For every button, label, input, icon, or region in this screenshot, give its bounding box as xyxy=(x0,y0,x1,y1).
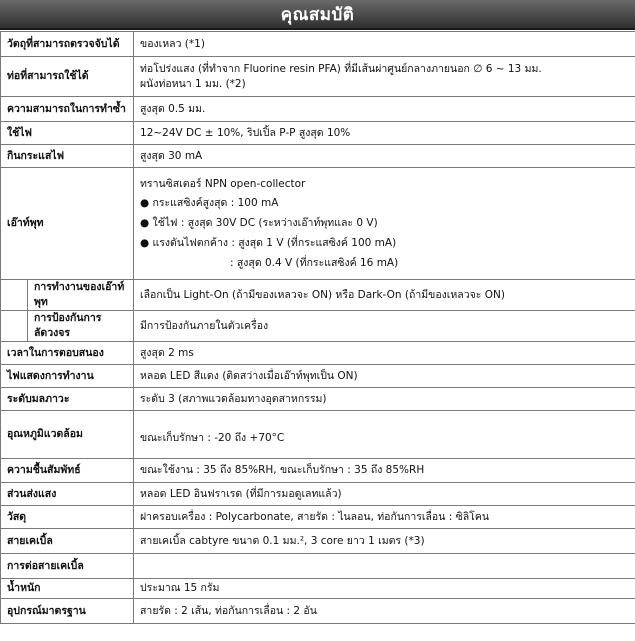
title-bar xyxy=(0,0,635,30)
row-value: หลอด LED อินฟราเรด (ที่มีการมอดูเลทแล้ว) xyxy=(134,483,635,506)
row-value: มีการป้องกันภายในตัวเครื่อง xyxy=(134,311,635,342)
spec-table xyxy=(0,31,635,624)
table-row xyxy=(1,599,635,624)
indent-cell xyxy=(1,280,28,311)
row-label: ไฟแสดงการทำงาน xyxy=(1,365,134,388)
page-title: คุณสมบัติ xyxy=(280,4,355,25)
row-label: ความสามารถในการทำซ้ำ xyxy=(1,97,134,122)
table-row xyxy=(1,365,635,388)
row-value: ขณะใช้งาน : 35 ถึง 85%RH, ขณะเก็บรักษา : 35 ถึง 85%RH xyxy=(134,459,635,483)
row-label: น้ำหนัก xyxy=(1,579,134,599)
table-row xyxy=(1,280,635,311)
table-row xyxy=(1,32,635,57)
row-label: การต่อสายเคเบิ้ล xyxy=(1,554,134,579)
table-row xyxy=(1,554,635,579)
table-row xyxy=(1,459,635,483)
table-row xyxy=(1,311,635,342)
row-value: สูงสุด 2 ms xyxy=(134,342,635,365)
table-row xyxy=(1,483,635,506)
value-line: : สูงสุด 0.4 V (ที่กระแสซิงค์ 16 mA) xyxy=(230,256,399,269)
row-value: สายรัด : 2 เส้น, ท่อกันการเลื่อน : 2 อัน xyxy=(134,599,635,624)
table-row xyxy=(1,388,635,411)
table-row xyxy=(1,506,635,529)
value-line: ● แรงดันไฟตกค้าง : สูงสุด 1 V (ที่กระแสซิงค์ 100 mA) xyxy=(140,236,397,249)
row-label: ระดับมลภาวะ xyxy=(1,388,134,411)
table-row xyxy=(1,342,635,365)
row-value: ประมาณ 15 กรัม xyxy=(134,579,635,599)
value-line: ● ใช้ไฟ : สูงสุด 30V DC (ระหว่างเอ๊าท์พุทและ 0 V) xyxy=(140,216,378,229)
row-value: หลอด LED สีแดง (ติดสว่างเมื่อเอ๊าท์พุทเป็น ON) xyxy=(134,365,635,388)
row-value: ฝาครอบเครื่อง : Polycarbonate, สายรัด : ไนลอน, ท่อกันการเลื่อน : ซิลิโคน xyxy=(134,506,635,529)
row-label: ใช้ไฟ xyxy=(1,122,134,145)
table-row xyxy=(1,579,635,599)
table-row xyxy=(1,97,635,122)
value-line: ทรานซิสเตอร์ NPN open-collector xyxy=(140,177,306,190)
table-row xyxy=(1,57,635,97)
value-line: ท่อโปร่งแสง (ที่ทำจาก Fluorine resin PFA) ที่มีเส้นผ่าศูนย์กลางภายนอก ∅ 6 ~ 13 มม. xyxy=(140,62,542,75)
row-label: ท่อที่สามารถใช้ได้ xyxy=(1,57,134,97)
row-value xyxy=(134,554,635,579)
row-value: ระดับ 3 (สภาพแวดล้อมทางอุตสาหกรรม) xyxy=(134,388,635,411)
row-label: สายเคเบิ้ล xyxy=(1,529,134,554)
row-label: การป้องกันการลัดวงจร xyxy=(28,311,134,342)
row-label: การทำงานของเอ๊าท์พุท xyxy=(28,280,134,311)
row-label: เวลาในการตอบสนอง xyxy=(1,342,134,365)
table-row xyxy=(1,411,635,459)
row-label: อุณหภูมิแวดล้อม xyxy=(1,411,134,459)
row-value xyxy=(134,57,635,97)
row-label: วัตถุที่สามารถตรวจจับได้ xyxy=(1,32,134,57)
value-line: ผนังท่อหนา 1 มม. (*2) xyxy=(140,77,246,90)
row-value: สูงสุด 30 mA xyxy=(134,145,635,168)
value-line: ขณะเก็บรักษา : -20 ถึง +70°C xyxy=(140,432,285,444)
row-value: เลือกเป็น Light-On (ถ้ามีของเหลวจะ ON) หรือ Dark-On (ถ้ามีของเหลวจะ ON) xyxy=(134,280,635,311)
table-row xyxy=(1,529,635,554)
row-label: ความชื้นสัมพัทธ์ xyxy=(1,459,134,483)
row-label: อุปกรณ์มาตรฐาน xyxy=(1,599,134,624)
row-value xyxy=(134,411,635,459)
row-value: สายเคเบิ้ล cabtyre ขนาด 0.1 มม.², 3 core ยาว 1 เมตร (*3) xyxy=(134,529,635,554)
row-label: ส่วนส่งแสง xyxy=(1,483,134,506)
row-value: ของเหลว (*1) xyxy=(134,32,635,57)
row-label: วัสดุ xyxy=(1,506,134,529)
table-row xyxy=(1,168,635,280)
row-value: 12~24V DC ± 10%, ริปเปิ้ล P-P สูงสุด 10% xyxy=(134,122,635,145)
indent-cell xyxy=(1,311,28,342)
row-label: เอ๊าท์พุท xyxy=(1,168,134,280)
table-row xyxy=(1,122,635,145)
row-value xyxy=(134,168,635,280)
row-label: กินกระแสไฟ xyxy=(1,145,134,168)
row-value: สูงสุด 0.5 มม. xyxy=(134,97,635,122)
value-line: ● กระแสซิงค์สูงสุด : 100 mA xyxy=(140,196,279,209)
table-row xyxy=(1,145,635,168)
